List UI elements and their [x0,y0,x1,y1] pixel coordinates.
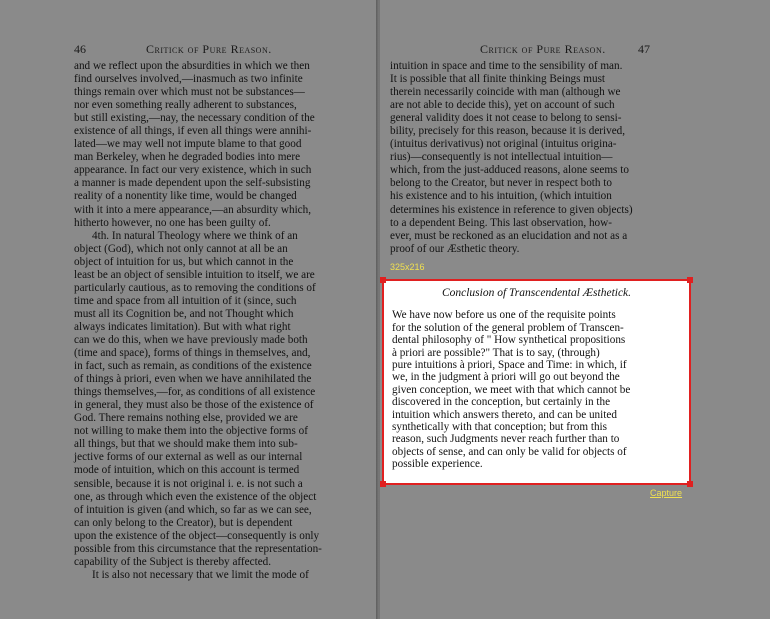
text-line: object of intuition for us, but which cannot in the [74,255,294,268]
text-line: intuition in space and time to the sensibility of man. [390,60,623,72]
captured-text-area [392,287,681,471]
text-line: in fact, such as remain, as conditions of the existence [74,360,312,373]
text-line: a manner is made dependent upon the self-subsisting [74,177,311,190]
text-line: always indicates limitation). But with what right [74,320,291,333]
text-line: things remain over which must not be substances— [74,86,305,99]
text-line: therein necessarily coincide with man (although we [390,86,621,99]
text-line: reason, such Judgments never reach further than to [392,433,620,446]
text-line: of things à priori, even when we have annihilated the [74,373,312,386]
text-line: for the solution of the general problem of Transcen- [392,321,624,334]
text-line: his existence and to his intuition, (which intuition [390,190,612,203]
text-line: least be an object of sensible intuition to itself, we are [74,268,315,281]
text-line: discovered in the conception, but certainly in the [392,396,611,409]
text-line: are not able to decide this), yet on account of such [390,99,615,112]
text-line: in general, they must also be those of the existence of [74,399,314,412]
text-line: It is also not necessary that we limit the mode of [92,568,309,581]
text-line: mode of intuition, which on this account is termed [74,464,300,477]
text-line: not willing to make them into the objective forms of [74,425,308,438]
text-line: can we do this, when we have previously made both [74,333,308,346]
resize-handle-top-right[interactable] [687,277,693,283]
text-line: possible experience. [392,458,483,471]
text-line: 4th. In natural Theology where we think of an [92,229,298,242]
capture-body [392,309,681,470]
text-line: must all its Cognition be, and not Thought which [74,307,294,320]
capture-section-title: Conclusion of Transcendental Æsthetick. [441,287,632,299]
text-line: capability of the Subject is thereby affected. [74,555,272,568]
text-line: pure intuitions à priori, Space and Time: in which, if [392,359,627,372]
text-line: determines his existence in reference to given objects) [390,203,633,216]
text-line: possible from this circumstance that the representation- [74,542,322,555]
text-line: (intuitus derivativus) not original (intuitus origina- [390,138,617,151]
left-page-body [74,60,364,582]
text-line: bility, precisely for this reason, because it is derived, [390,125,626,138]
text-line: synthetically with that conception; but from this [392,421,608,434]
resize-handle-bottom-left[interactable] [380,481,386,487]
text-line: dental philosophy of " How synthetical propositions [392,334,626,347]
text-line: reality of a nonentity like time, would be changed [74,190,297,203]
text-line: man Berkeley, when he degraded bodies into mere [74,151,301,164]
text-line: and we reflect upon the absurdities in which we then [74,60,310,72]
left-running-head: Critick of Pure Reason. [146,42,272,56]
right-page-body [390,60,696,256]
text-line: all things, but that we should make them into sub- [74,438,298,451]
capture-selection-box[interactable] [382,279,691,485]
text-line: of intuition is given (and which, so far as we can see, [74,503,312,516]
right-running-head: Critick of Pure Reason. [480,42,606,56]
text-line: God. There remains nothing else, provided we are [74,412,298,425]
text-line: given conception, we meet with that which cannot be [392,383,631,396]
text-line: but still existing,—nay, the necessary condition of the [74,112,315,125]
text-line: It is possible that all finite thinking Beings must [390,73,606,86]
text-line: things themselves,—for, as conditions of all existence [74,386,316,399]
text-line: particularly cautious, as to removing the conditions of [74,281,316,294]
text-line: à priori are possible?" That is to say, (through) [392,346,600,359]
left-page-number: 46 [74,42,86,56]
resize-handle-top-left[interactable] [380,277,386,283]
text-line: (time and space), forms of things in themselves, and, [74,347,311,360]
text-line: can only belong to the Creator), but is dependent [74,516,293,529]
text-line: time and space from all intuition of it (since, such [74,294,297,307]
text-line: one, as through which even the existence of the object [74,490,317,503]
text-line: rius)—consequently is not intellectual intuition— [390,151,613,164]
text-line: proof of our Æsthetic theory. [390,242,520,255]
text-line: jective forms of our external as well as our internal [74,451,303,464]
text-line: hitherto however, no one has been guilty of. [74,216,271,229]
text-line: with it into a mere appearance,—an absurdity which, [74,203,312,216]
text-line: belong to the Creator, but never in respect both to [390,177,612,190]
text-line: We have now before us one of the requisite points [392,309,616,322]
left-page [0,0,378,619]
selection-size-label: 325x216 [390,262,425,272]
text-line: sensible, because it is not original i. e. is not such a [74,477,303,490]
text-line: nor even something really adherent to substances, [74,99,297,112]
text-line: ever, must be reckoned as an elucidation and not as a [390,229,628,242]
text-line: upon the existence of the object—consequently is only [74,529,320,542]
resize-handle-bottom-right[interactable] [687,481,693,487]
text-line: which, from the just-adduced reasons, alone seems to [390,164,629,177]
text-line: general validity does it not cease to belong to sensi- [390,112,622,125]
text-line: object (God), which not only cannot at all be an [74,242,288,255]
text-line: existence of all things, if even all things were annihi- [74,125,312,138]
text-line: to a dependent Being. This last observation, how- [390,216,612,229]
text-line: we, in the judgment à priori will go out beyond the [392,371,620,384]
text-line: lated—we may well not impute blame to that good [74,138,302,151]
capture-button[interactable]: Capture [650,488,683,498]
text-line: objects of sense, and can only be valid for objects of [392,445,627,458]
text-line: intuition which answers thereto, and can be united [392,408,617,421]
text-line: appearance. In fact our very existence, which in such [74,164,312,177]
text-line: find ourselves involved,—inasmuch as two infinite [74,73,303,86]
right-page-number: 47 [638,42,650,56]
